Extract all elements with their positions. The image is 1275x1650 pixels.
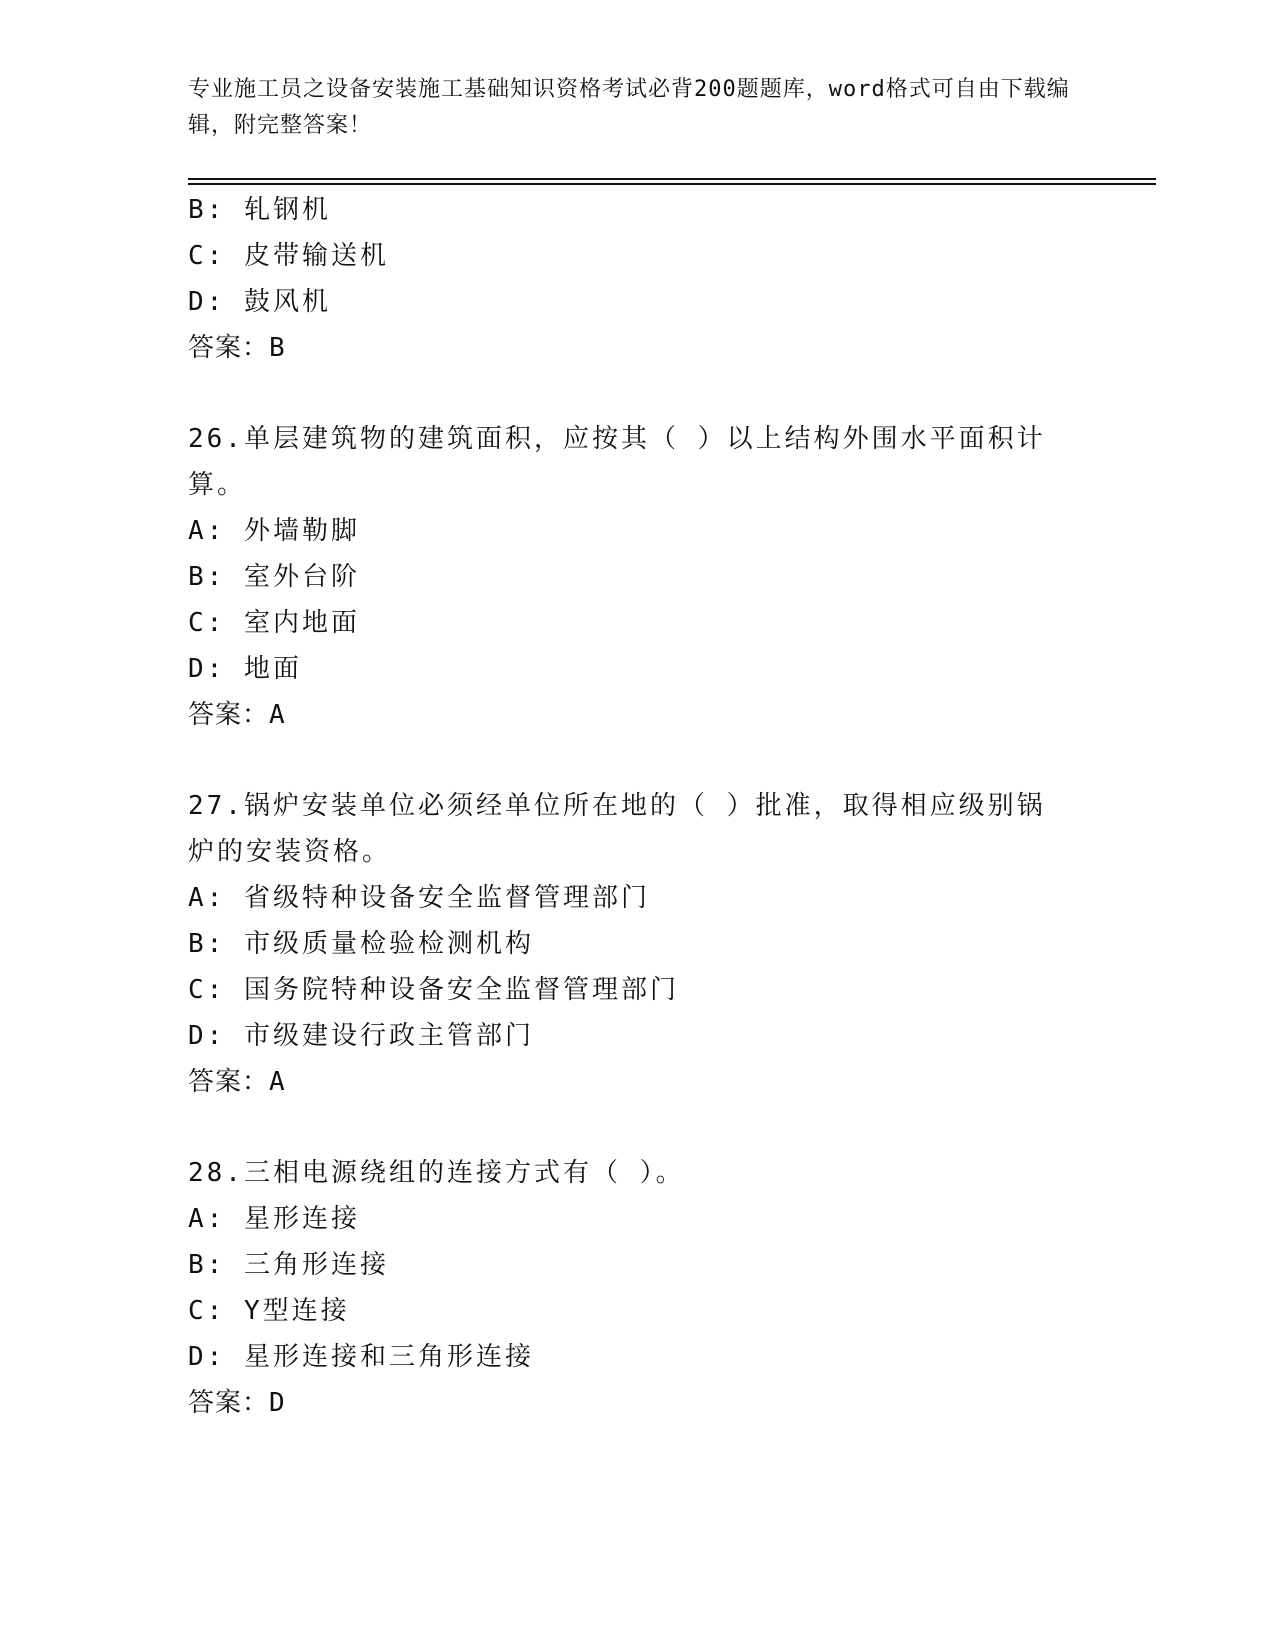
prev-question-block <box>188 187 1088 371</box>
option-c: C: 室内地面 <box>188 608 360 638</box>
question-text: 28.三相电源绕组的连接方式有（ ）。 <box>188 1158 685 1188</box>
question-block-27 <box>188 783 1088 1105</box>
option-a: A: 省级特种设备安全监督管理部门 <box>188 883 650 913</box>
option-b: B: 三角形连接 <box>188 1250 389 1280</box>
spacer <box>188 1105 1088 1150</box>
spacer <box>188 738 1088 783</box>
header-rule-bottom <box>188 183 1156 185</box>
answer-line: 答案：B <box>188 333 286 363</box>
question-text: 27.锅炉安装单位必须经单位所在地的（ ）批准，取得相应级别锅炉的安装资格。 <box>188 791 1046 867</box>
answer-line: 答案：D <box>188 1388 286 1418</box>
option-a: A: 外墙勒脚 <box>188 516 360 546</box>
option-c: C: 皮带输送机 <box>188 241 389 271</box>
document-header: 专业施工员之设备安装施工基础知识资格考试必背200题题库，word格式可自由下载编辑，附完整答案！ <box>188 77 1070 138</box>
option-b: B: 室外台阶 <box>188 562 360 592</box>
option-d: D: 星形连接和三角形连接 <box>188 1342 534 1372</box>
option-a: A: 星形连接 <box>188 1204 360 1234</box>
question-content <box>188 187 1088 1426</box>
option-c: C: 国务院特种设备安全监督管理部门 <box>188 975 679 1005</box>
option-b: B: 轧钢机 <box>188 195 331 225</box>
option-d: D: 市级建设行政主管部门 <box>188 1021 534 1051</box>
question-block-28 <box>188 1150 1088 1426</box>
header-rule-top <box>188 178 1156 180</box>
answer-line: 答案：A <box>188 1067 286 1097</box>
question-block-26 <box>188 416 1088 738</box>
option-d: D: 鼓风机 <box>188 287 331 317</box>
option-b: B: 市级质量检验检测机构 <box>188 929 534 959</box>
option-c: C: Y型连接 <box>188 1296 350 1326</box>
spacer <box>188 371 1088 416</box>
option-d: D: 地面 <box>188 654 302 684</box>
answer-line: 答案：A <box>188 700 286 730</box>
question-text: 26.单层建筑物的建筑面积，应按其（ ）以上结构外围水平面积计算。 <box>188 424 1046 500</box>
